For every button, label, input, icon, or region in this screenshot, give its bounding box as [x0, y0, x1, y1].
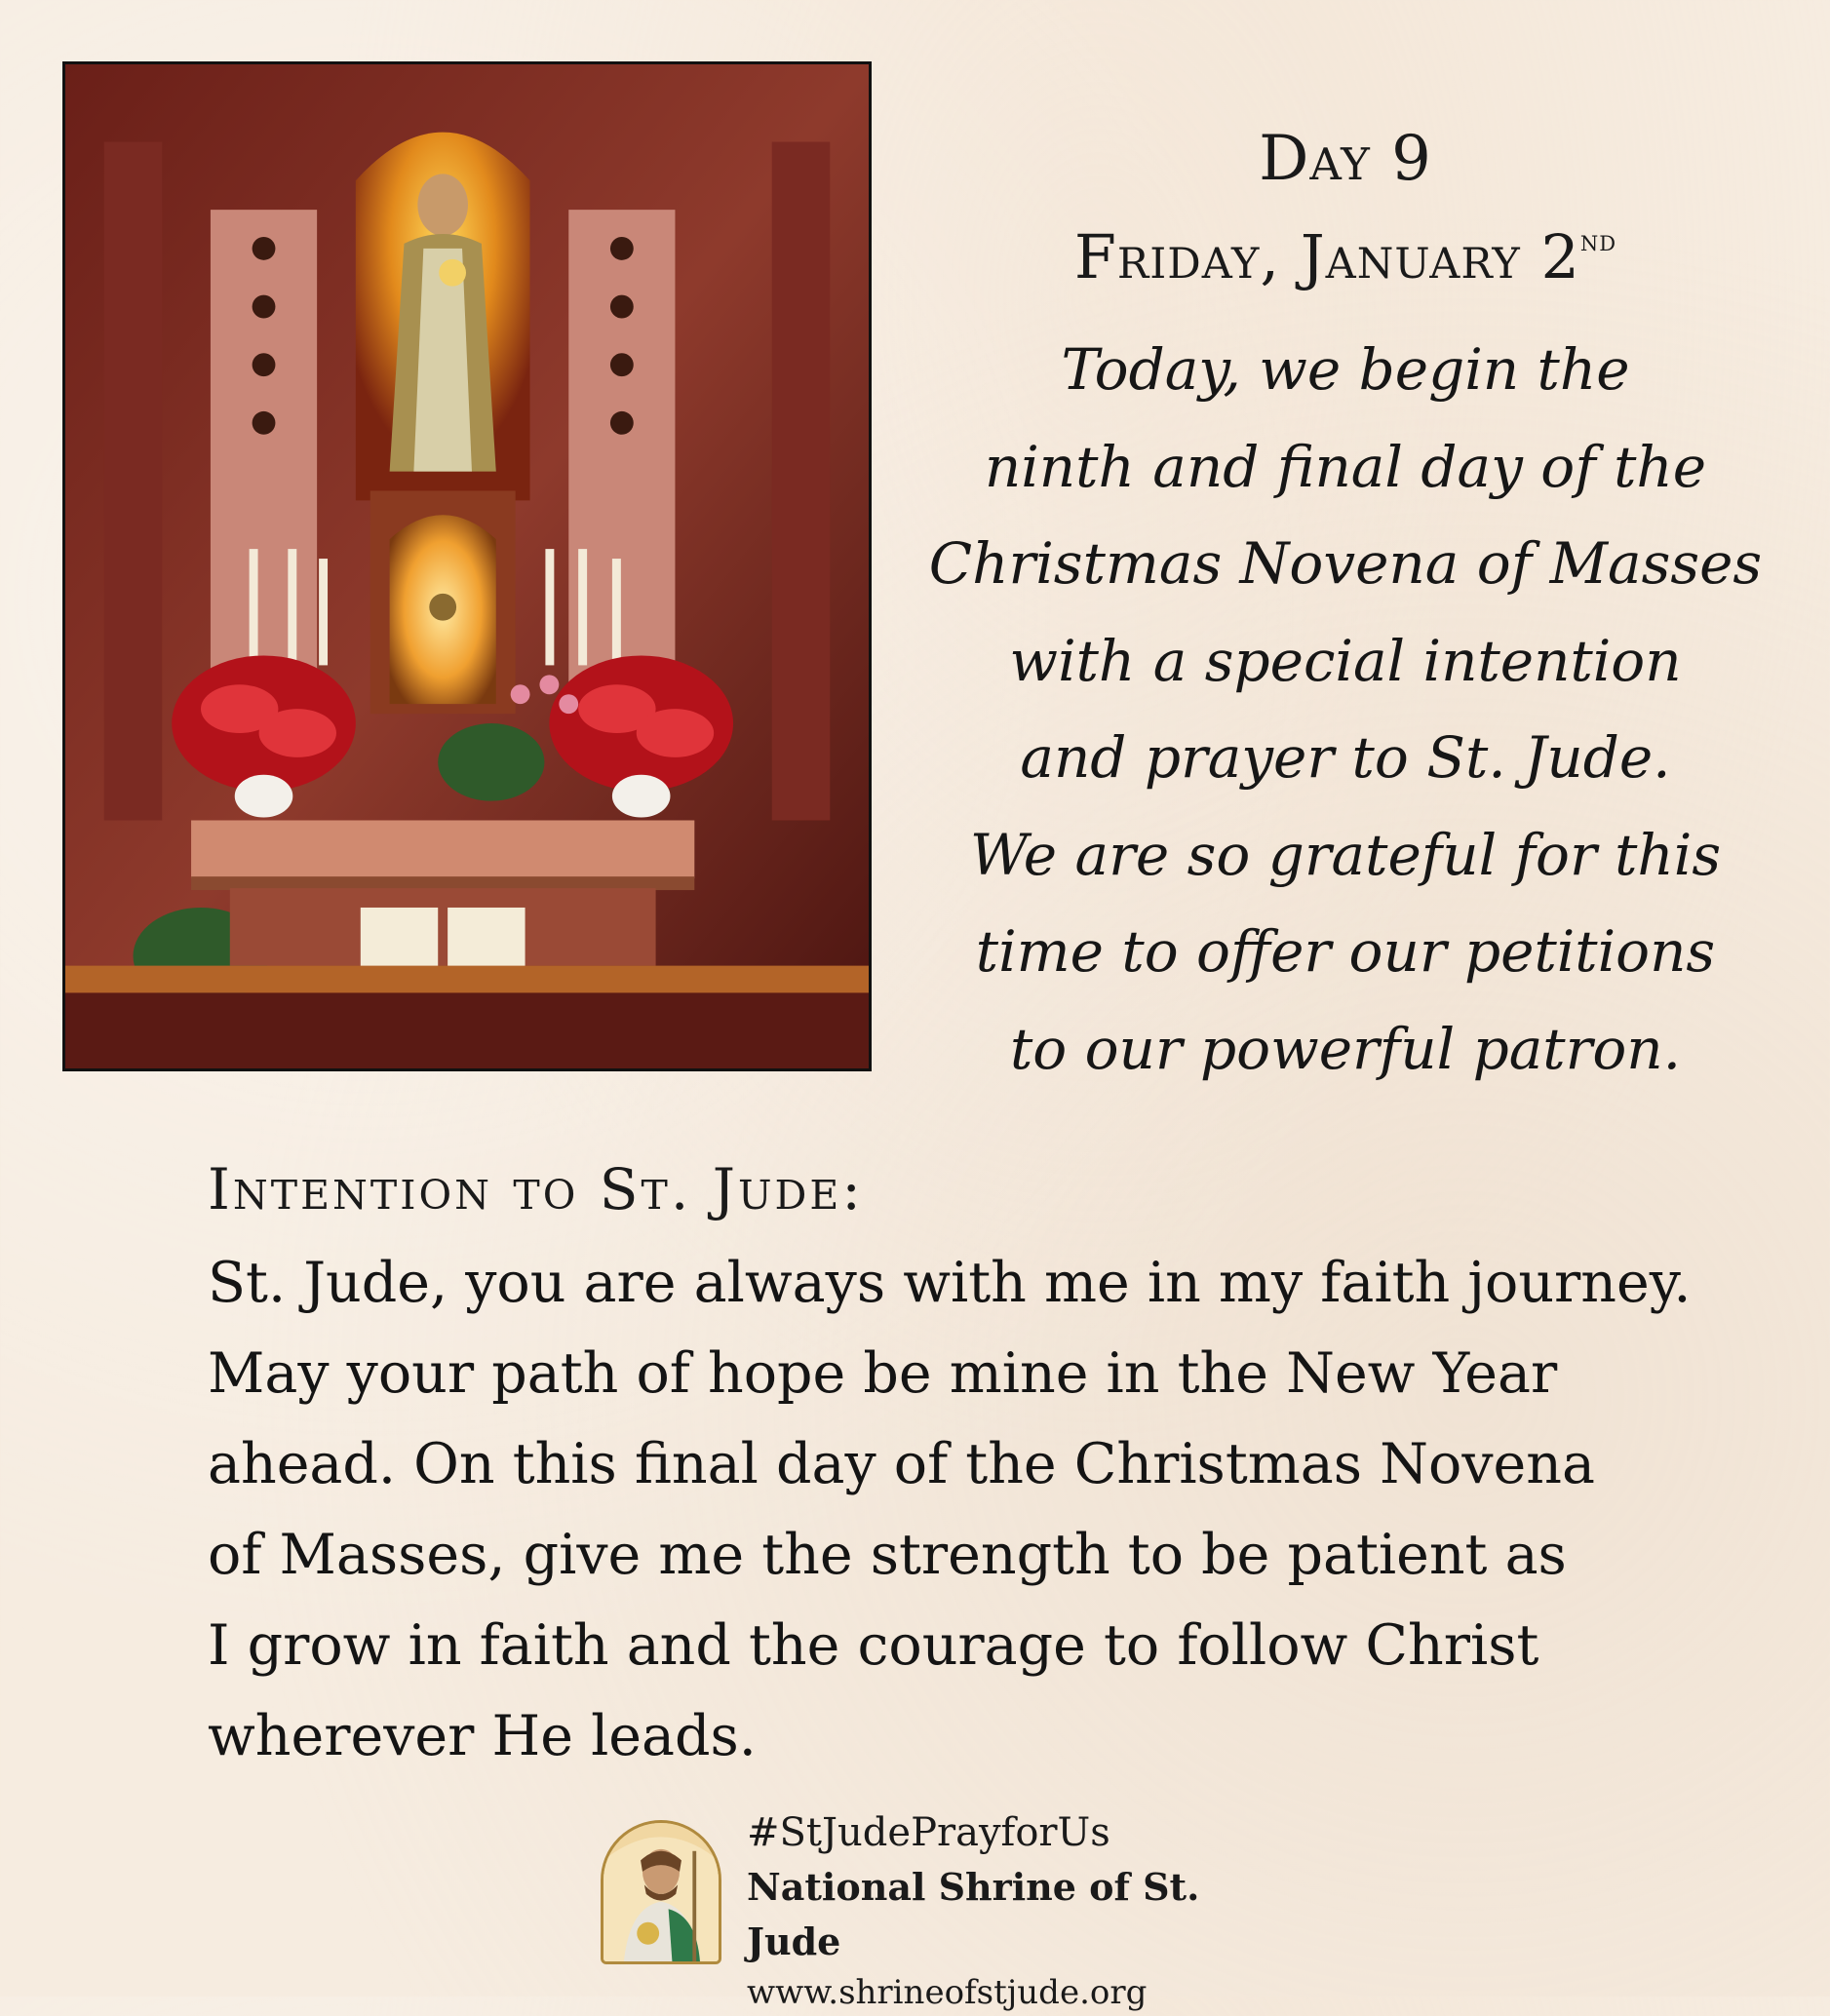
altar-photo-illustration [65, 64, 869, 1068]
header [926, 115, 1765, 296]
prayer-line: I grow in faith and the courage to follow Christ [208, 1613, 1539, 1678]
intro-line: with a special intention [1009, 627, 1682, 694]
footer-text [747, 1805, 1283, 2016]
date-text: Friday, January 2 [1073, 221, 1580, 292]
prayer-line: May your path of hope be mine in the New Year [208, 1341, 1558, 1406]
date-suffix: nd [1579, 224, 1617, 258]
st-jude-logo-icon [601, 1820, 721, 1964]
intro-line: Christmas Novena of Masses [928, 530, 1763, 597]
date-label [926, 203, 1765, 296]
prayer-line: ahead. On this final day of the Christmas Novena [208, 1432, 1595, 1496]
day-label: Day 9 [1259, 123, 1432, 195]
prayer-line: St. Jude, you are always with me in my faith journey. [208, 1251, 1692, 1315]
intro-line: Today, we begin the [1061, 336, 1630, 403]
prayer-line: of Masses, give me the strength to be patient as [208, 1523, 1567, 1587]
intro-line: time to offer our petitions [975, 918, 1716, 985]
prayer-line: wherever He leads. [208, 1704, 757, 1768]
footer [601, 1805, 1283, 2012]
intention-prayer [208, 1238, 1729, 1782]
intro-line: and prayer to St. Jude. [1020, 724, 1671, 791]
intro-paragraph [907, 322, 1784, 1098]
altar-photo [62, 61, 872, 1071]
hashtag: #StJudePrayforUs [747, 1810, 1110, 1855]
intro-line: We are so grateful for this [969, 821, 1722, 888]
website-link[interactable]: www.shrineofstjude.org [747, 1973, 1148, 2012]
intro-line: ninth and final day of the [984, 433, 1707, 500]
shrine-name: National Shrine of St. Jude [747, 1865, 1200, 1963]
intention-heading: Intention to St. Jude: [208, 1156, 864, 1222]
intro-line: to our powerful patron. [1009, 1015, 1682, 1082]
